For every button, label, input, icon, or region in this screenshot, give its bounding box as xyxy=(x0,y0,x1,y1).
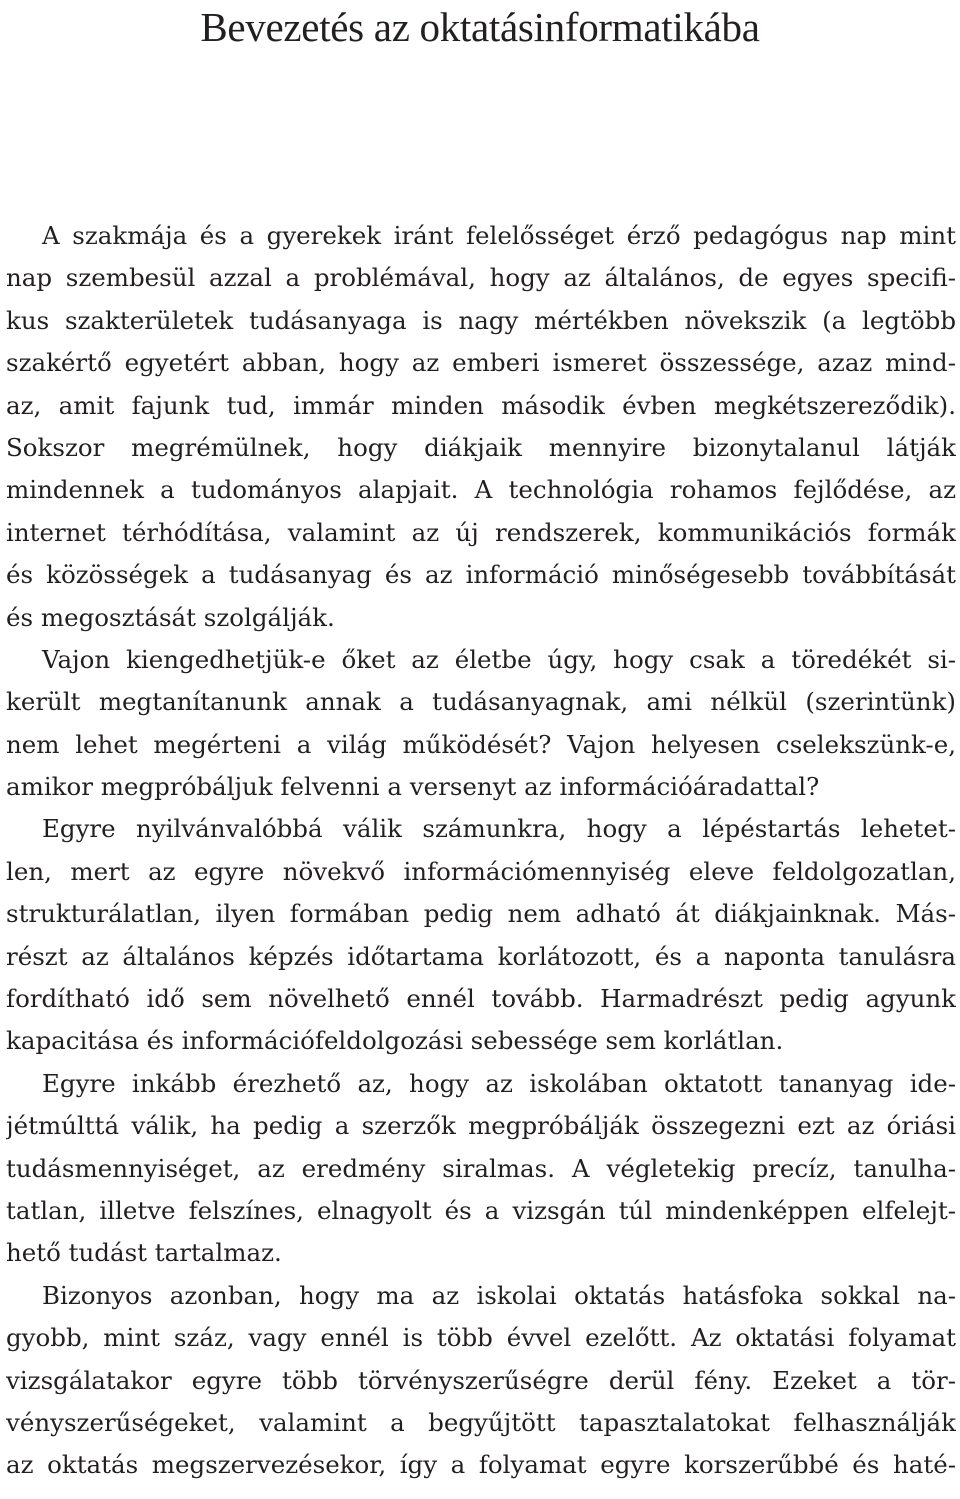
text-line: nap szembesül azzal a problémával, hogy az általános, de egyes specifi- xyxy=(6,263,956,293)
text-line: amikor megpróbáljuk felvenni a versenyt az információáradattal? xyxy=(6,772,820,802)
text-line: az oktatás megszervezésekor, így a folyamat egyre korszerűbbé és haté- xyxy=(6,1450,956,1480)
text-line: Bizonyos azonban, hogy ma az iskolai oktatás hatásfoka sokkal na- xyxy=(42,1280,956,1310)
text-line: fordítható idő sem növelhető ennél tovább. Harmadrészt pedig agyunk xyxy=(6,984,956,1014)
text-line: nem lehet megérteni a világ működését? Vajon helyesen cselekszünk-e, xyxy=(6,729,956,759)
text-line: strukturálatlan, ilyen formában pedig nem adható át diákjainknak. Más- xyxy=(6,899,956,929)
text-line: szakértő egyetért abban, hogy az emberi ismeret összessége, azaz mind- xyxy=(6,348,956,378)
text-line: len, mert az egyre növekvő információmennyiség eleve feldolgozatlan, xyxy=(6,856,956,886)
text-line: internet térhódítása, valamint az új rendszerek, kommunikációs formák xyxy=(6,517,956,547)
text-line: Sokszor megrémülnek, hogy diákjaik mennyire bizonytalanul látják xyxy=(6,432,956,462)
text-line: Egyre inkább érezhető az, hogy az iskolában oktatott tananyag ide- xyxy=(42,1068,956,1098)
text-line: mindennek a tudományos alapjait. A technológia rohamos fejlődése, az xyxy=(6,475,956,505)
text-line: kapacitása és információfeldolgozási sebessége sem korlátlan. xyxy=(6,1026,784,1056)
text-line: tudásmennyiséget, az eredmény siralmas. A végletekig precíz, tanulha- xyxy=(6,1153,956,1183)
text-line: és megosztását szolgálják. xyxy=(6,602,335,632)
text-line: vényszerűségeket, valamint a begyűjtött tapasztalatokat felhasználják xyxy=(6,1407,956,1437)
text-line: gyobb, mint száz, vagy ennél is több évvel ezelőtt. Az oktatási folyamat xyxy=(6,1323,956,1353)
body-text xyxy=(6,215,956,1487)
text-line: Vajon kiengedhetjük-e őket az életbe úgy, hogy csak a töredékét si- xyxy=(42,644,956,674)
text-line: tatlan, illetve felszínes, elnagyolt és a vizsgán túl mindenképpen elfelejt- xyxy=(6,1195,956,1225)
text-line: kus szakterületek tudásanyaga is nagy mértékben növekszik (a legtöbb xyxy=(6,305,956,335)
text-line: jétmúlttá válik, ha pedig a szerzők megpróbálják összegezni ezt az óriási xyxy=(6,1111,956,1141)
page-title: Bevezetés az oktatásinformatikába xyxy=(200,4,760,50)
text-line: és közösségek a tudásanyag és az információ minőségesebb továbbítását xyxy=(6,560,956,590)
text-line: Egyre nyilvánvalóbbá válik számunkra, hogy a lépéstartás lehetet- xyxy=(42,814,956,844)
text-line: az, amit fajunk tud, immár minden második évben megkétszereződik). xyxy=(6,390,956,420)
text-line: A szakmája és a gyerekek iránt felelősséget érző pedagógus nap mint xyxy=(42,221,956,250)
text-line: részt az általános képzés időtartama korlátozott, és a naponta tanulásra xyxy=(6,941,956,971)
text-line: került megtanítanunk annak a tudásanyagnak, ami nélkül (szerintünk) xyxy=(6,687,956,717)
text-line: hető tudást tartalmaz. xyxy=(6,1238,282,1268)
text-line: vizsgálatakor egyre több törvényszerűségre derül fény. Ezeket a tör- xyxy=(6,1365,956,1395)
